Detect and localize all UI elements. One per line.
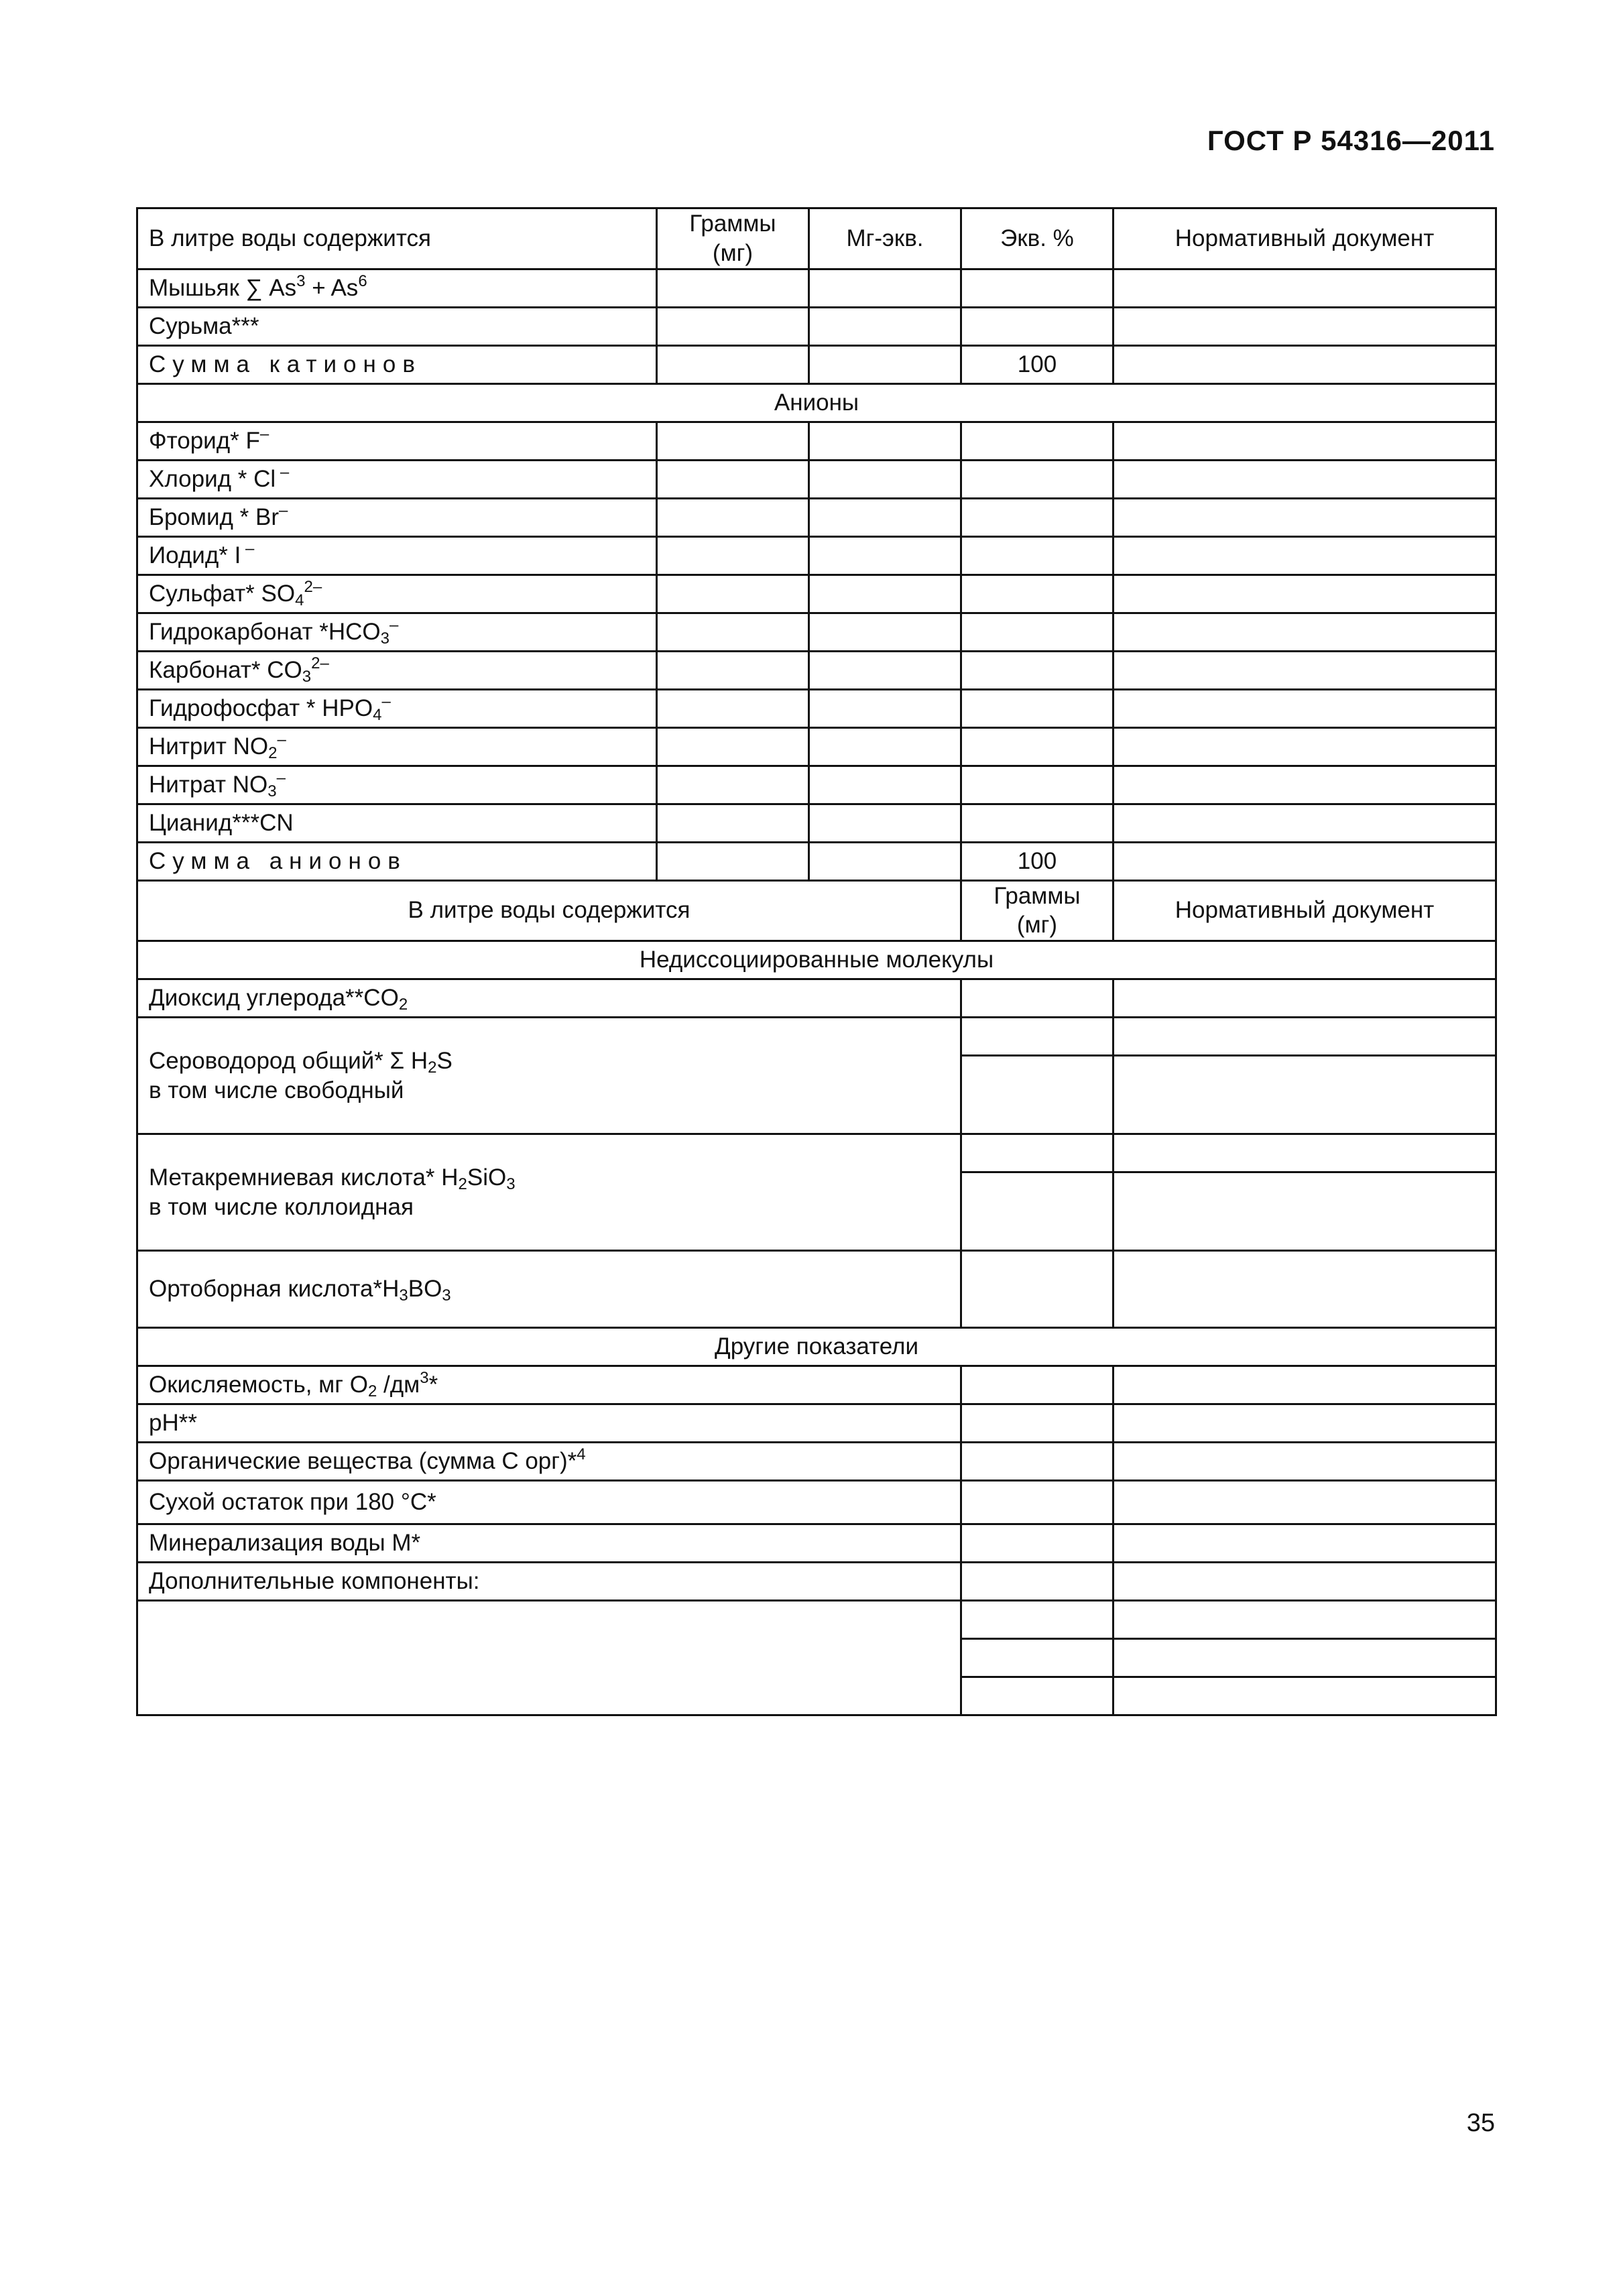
table-row [137,1481,1496,1524]
table-row [137,422,1496,460]
row-label-carbonate: Карбонат* $CO_3^{2-}$ [137,651,657,689]
norm-doc-cell[interactable] [1114,727,1496,766]
section-row [137,1328,1496,1366]
table-row [137,1134,1496,1172]
mg-eq-cell[interactable] [809,575,961,613]
grams-cell[interactable] [657,842,809,880]
norm-doc-cell[interactable] [1114,1018,1496,1056]
norm-doc-cell[interactable] [1114,1639,1496,1677]
eq-percent-cell[interactable] [961,689,1114,727]
table-row [137,1443,1496,1481]
header-norm-doc-2: Нормативный документ [1114,880,1496,941]
section-row [137,383,1496,422]
norm-doc-cell[interactable] [1114,1481,1496,1524]
grams-cell[interactable] [657,460,809,498]
mg-eq-cell[interactable] [809,727,961,766]
mg-eq-cell[interactable] [809,422,961,460]
cations-sum-value: 100 [961,345,1114,383]
eq-percent-cell[interactable] [961,536,1114,575]
additional-components-blank[interactable] [137,1601,961,1715]
norm-doc-cell[interactable] [1114,842,1496,880]
row-label-fluoride: Фторид* F– [137,422,657,460]
row-label-h3bo3: Ортоборная $кислота*H_3BO_3$ [137,1251,961,1328]
header-content-2: В литре воды содержится [137,880,961,941]
table-header-row [137,880,1496,941]
other-section-title: Другие показатели [137,1328,1496,1366]
mg-eq-cell[interactable] [809,804,961,842]
norm-doc-cell[interactable] [1114,979,1496,1018]
table-row [137,307,1496,345]
eq-percent-cell[interactable] [961,307,1114,345]
table-row [137,1601,1496,1639]
norm-doc-cell[interactable] [1114,307,1496,345]
row-label-dry-residue: Сухой остаток при 180 °С* [137,1481,961,1524]
row-label-additional: Дополнительные компоненты: [137,1563,961,1601]
norm-doc-cell[interactable] [1114,689,1496,727]
mg-eq-cell[interactable] [809,498,961,536]
norm-doc-cell[interactable] [1114,498,1496,536]
norm-doc-cell[interactable] [1114,804,1496,842]
row-label-hydrophosphate: Гидрофосфат * $HPO_4^-$ [137,689,657,727]
mg-eq-cell[interactable] [809,689,961,727]
eq-percent-cell[interactable] [961,498,1114,536]
norm-doc-cell[interactable] [1114,1677,1496,1715]
eq-percent-cell[interactable] [961,613,1114,651]
table-row [137,460,1496,498]
row-label-arsenic: Мышьяк ∑ $As^3 + As^6$ [137,269,657,307]
table-row [137,575,1496,613]
grams-cell[interactable] [657,269,809,307]
row-label-h2s: Сероводород общий* Σ $H_2S$ в том числе свободный [137,1018,961,1134]
row-label-organic: Органические вещества (сумма С орг)*$^4$ [137,1443,961,1481]
eq-percent-cell[interactable] [961,766,1114,804]
eq-percent-cell[interactable] [961,269,1114,307]
row-label-cyanide: Цианид***CN [137,804,657,842]
mg-eq-cell[interactable] [809,269,961,307]
table-row [137,1366,1496,1404]
table-row [137,498,1496,536]
table-row [137,842,1496,880]
eq-percent-cell[interactable] [961,575,1114,613]
grams-cell[interactable] [961,1563,1114,1601]
eq-percent-cell[interactable] [961,804,1114,842]
mg-eq-cell[interactable] [809,460,961,498]
grams-cell[interactable] [657,766,809,804]
header-grams-2: Граммы (мг) [961,880,1114,941]
grams-cell[interactable] [961,1443,1114,1481]
row-label-iodide: Иодид* I – [137,536,657,575]
row-label-nitrite: Нитрит $NO_2^-$ [137,727,657,766]
grams-cell[interactable] [961,1677,1114,1715]
grams-cell[interactable] [657,804,809,842]
header-eq-percent: Экв. % [961,208,1114,269]
mg-eq-cell[interactable] [809,536,961,575]
mg-eq-cell[interactable] [809,345,961,383]
header-content: В литре воды содержится [137,208,657,269]
row-label-ph: pH** [137,1404,961,1443]
table-row [137,1404,1496,1443]
anions-sum-value: 100 [961,842,1114,880]
table-row [137,766,1496,804]
table-row [137,727,1496,766]
anions-section-title: Анионы [137,383,1496,422]
norm-doc-cell[interactable] [1114,460,1496,498]
grams-cell[interactable] [657,575,809,613]
eq-percent-cell[interactable] [961,651,1114,689]
grams-cell[interactable] [657,689,809,727]
section-row [137,941,1496,979]
norm-doc-cell[interactable] [1114,345,1496,383]
row-label-nitrate: Нитрат $NO_3^-$ [137,766,657,804]
row-label-bromide: Бромид * Br– [137,498,657,536]
table-row [137,651,1496,689]
grams-cell[interactable] [657,498,809,536]
norm-doc-cell[interactable] [1114,1172,1496,1251]
norm-doc-cell[interactable] [1114,1251,1496,1328]
table-row [137,345,1496,383]
row-label-oxidizability: Окисляемость, мг $O_2$ $/дм^3*$ [137,1366,961,1404]
norm-doc-cell[interactable] [1114,422,1496,460]
table-row [137,1251,1496,1328]
header-mg-eq: Мг-экв. [809,208,961,269]
table-row [137,1563,1496,1601]
grams-cell[interactable] [961,1481,1114,1524]
eq-percent-cell[interactable] [961,422,1114,460]
mg-eq-cell[interactable] [809,307,961,345]
norm-doc-cell[interactable] [1114,1134,1496,1172]
grams-cell[interactable] [961,1639,1114,1677]
grams-cell[interactable] [961,1172,1114,1251]
norm-doc-cell[interactable] [1114,1404,1496,1443]
grams-cell[interactable] [961,979,1114,1018]
page-number: 35 [1466,2109,1495,2137]
grams-cell[interactable] [657,345,809,383]
cations-sum-label: Сумма катионов [137,345,657,383]
grams-cell[interactable] [961,1056,1114,1134]
norm-doc-cell[interactable] [1114,269,1496,307]
norm-doc-cell[interactable] [1114,575,1496,613]
row-label-h2sio3: Метакремниевая кислота* $H_2SiO_3$ в том числе коллоидная [137,1134,961,1251]
row-label-chloride: Хлорид * Cl – [137,460,657,498]
table-header-row [137,208,1496,269]
molecules-section-title: Недиссоциированные молекулы [137,941,1496,979]
mg-eq-cell[interactable] [809,766,961,804]
table-row [137,1524,1496,1563]
row-label-bicarbonate: Гидрокарбонат $*HCO_3^-$ [137,613,657,651]
grams-cell[interactable] [657,613,809,651]
norm-doc-cell[interactable] [1114,1366,1496,1404]
mg-eq-cell[interactable] [809,613,961,651]
eq-percent-cell[interactable] [961,460,1114,498]
row-label-sulfate: Сульфат* $SO_4^{2-}$ [137,575,657,613]
grams-cell[interactable] [961,1251,1114,1328]
grams-cell[interactable] [961,1134,1114,1172]
grams-cell[interactable] [657,307,809,345]
grams-cell[interactable] [961,1018,1114,1056]
header-norm-doc: Нормативный документ [1114,208,1496,269]
table-row [137,979,1496,1018]
table-row [137,1018,1496,1056]
mg-eq-cell[interactable] [809,842,961,880]
norm-doc-cell[interactable] [1114,613,1496,651]
grams-cell[interactable] [657,651,809,689]
norm-doc-cell[interactable] [1114,1563,1496,1601]
mg-eq-cell[interactable] [809,651,961,689]
table-row [137,269,1496,307]
grams-cell[interactable] [657,536,809,575]
row-label-co2: Диоксид $углерода**CO_2$ [137,979,961,1018]
grams-cell[interactable] [961,1601,1114,1639]
eq-percent-cell[interactable] [961,727,1114,766]
row-label-antimony: Сурьма*** [137,307,657,345]
grams-cell[interactable] [961,1524,1114,1563]
table-row [137,689,1496,727]
norm-doc-cell[interactable] [1114,1601,1496,1639]
water-composition-table [136,207,1497,1716]
grams-cell[interactable] [657,422,809,460]
norm-doc-cell[interactable] [1114,1443,1496,1481]
table-row [137,613,1496,651]
grams-cell[interactable] [961,1404,1114,1443]
header-grams: Граммы (мг) [657,208,809,269]
grams-cell[interactable] [657,727,809,766]
norm-doc-cell[interactable] [1114,1056,1496,1134]
table-row [137,536,1496,575]
table-row [137,804,1496,842]
grams-cell[interactable] [961,1366,1114,1404]
norm-doc-cell[interactable] [1114,651,1496,689]
anions-sum-label: Сумма анионов [137,842,657,880]
norm-doc-cell[interactable] [1114,536,1496,575]
row-label-mineralization: Минерализация воды М* [137,1524,961,1563]
document-code: ГОСТ Р 54316—2011 [1207,125,1495,156]
norm-doc-cell[interactable] [1114,1524,1496,1563]
norm-doc-cell[interactable] [1114,766,1496,804]
